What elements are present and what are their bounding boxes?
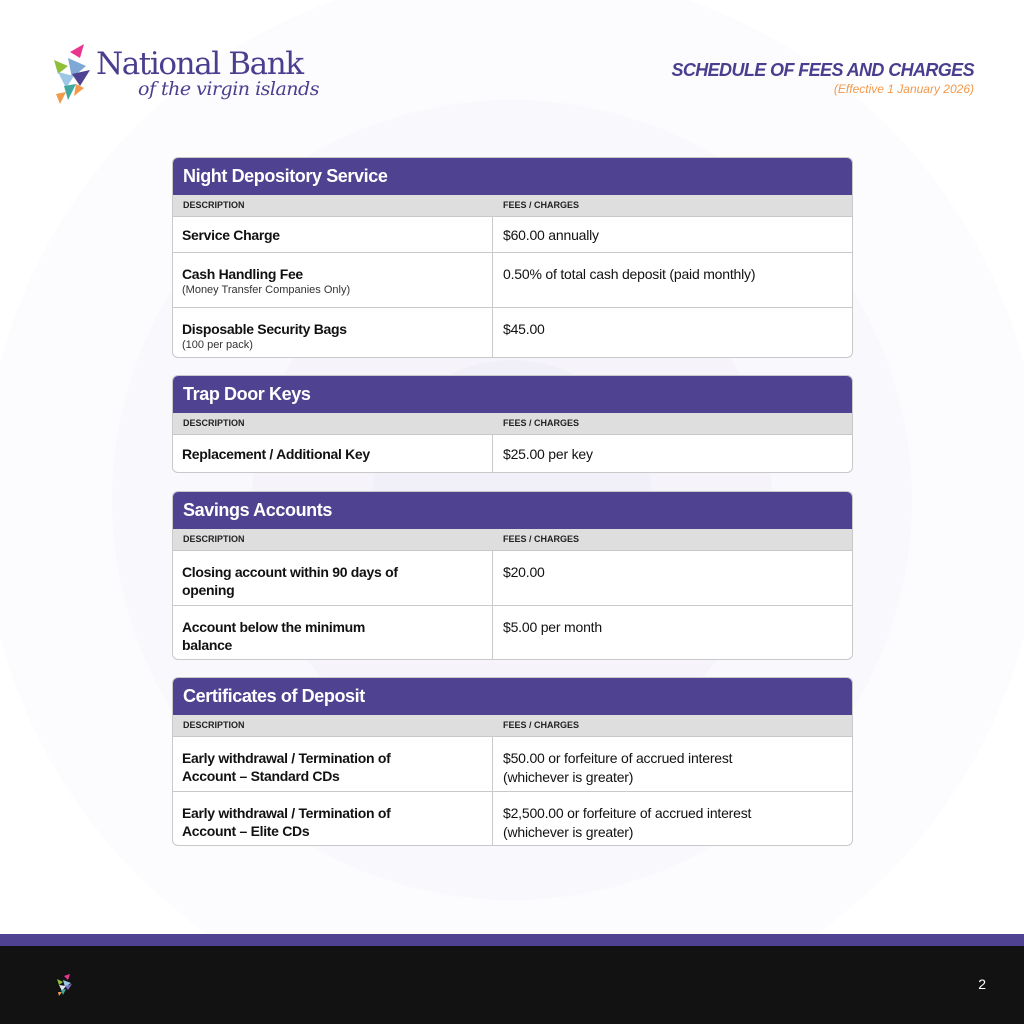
row-description	[173, 435, 493, 472]
row-description	[173, 308, 493, 357]
section-title: Savings Accounts	[173, 492, 852, 529]
description-header: DESCRIPTION	[183, 200, 245, 210]
table-row	[173, 217, 852, 252]
description-header: DESCRIPTION	[183, 720, 245, 730]
row-fee: $45.00	[503, 321, 545, 337]
row-label: Early withdrawal / Termination of Account – Elite CDs	[182, 805, 391, 839]
table-row	[173, 737, 852, 791]
table-row	[173, 307, 852, 357]
column-headers	[173, 413, 852, 435]
row-fee: $20.00	[503, 564, 545, 580]
table-row	[173, 605, 852, 659]
section-title: Trap Door Keys	[173, 376, 852, 413]
page-footer	[0, 946, 1024, 1024]
section-trap-door-keys	[172, 375, 853, 473]
section-certificates-of-deposit	[172, 677, 853, 846]
fees-header: FEES / CHARGES	[503, 418, 580, 428]
fees-header: FEES / CHARGES	[503, 200, 580, 210]
footer-accent-bar	[0, 934, 1024, 946]
column-headers	[173, 195, 852, 217]
row-description	[173, 551, 493, 605]
section-title: Night Depository Service	[173, 158, 852, 195]
row-fee: $50.00 or forfeiture of accrued interest (whichever is greater)	[503, 750, 733, 785]
bird-logo-icon	[50, 44, 96, 108]
title-block	[671, 60, 974, 96]
page-number: 2	[978, 976, 986, 992]
row-fee: $60.00 annually	[503, 227, 599, 243]
fees-header: FEES / CHARGES	[503, 534, 580, 544]
table-row	[173, 435, 852, 472]
row-fee: $5.00 per month	[503, 619, 602, 635]
section-savings-accounts	[172, 491, 853, 660]
row-note: (Money Transfer Companies Only)	[182, 284, 351, 296]
row-note: (100 per pack)	[182, 339, 253, 351]
row-label: Closing account within 90 days of opening	[182, 564, 398, 598]
row-label: Account below the minimum balance	[182, 619, 366, 653]
table-row	[173, 551, 852, 605]
page-header	[0, 0, 1024, 130]
logo-tagline: of the virgin islands	[138, 78, 319, 100]
row-fee: 0.50% of total cash deposit (paid monthly)	[503, 266, 756, 282]
column-headers	[173, 715, 852, 737]
row-label: Service Charge	[182, 227, 280, 243]
row-description	[173, 217, 493, 252]
effective-date: (Effective 1 January 2026)	[833, 82, 974, 96]
description-header: DESCRIPTION	[183, 418, 245, 428]
bird-logo-icon	[56, 974, 74, 996]
row-label: Early withdrawal / Termination of Account – Standard CDs	[182, 750, 391, 784]
row-label: Disposable Security Bags	[182, 321, 347, 337]
fees-header: FEES / CHARGES	[503, 720, 580, 730]
row-description	[173, 737, 493, 791]
section-night-depository	[172, 157, 853, 358]
row-label: Replacement / Additional Key	[182, 446, 370, 462]
table-row	[173, 252, 852, 307]
row-description	[173, 606, 493, 659]
bank-logo	[50, 44, 319, 108]
row-fee: $2,500.00 or forfeiture of accrued interest (whichever is greater)	[503, 805, 752, 840]
row-description	[173, 792, 493, 845]
row-description	[173, 253, 493, 307]
logo-wordmark: National Bank	[96, 46, 303, 82]
document-title: SCHEDULE OF FEES AND CHARGES	[671, 60, 974, 80]
row-fee: $25.00 per key	[503, 446, 593, 462]
section-title: Certificates of Deposit	[173, 678, 852, 715]
table-row	[173, 791, 852, 845]
description-header: DESCRIPTION	[183, 534, 245, 544]
column-headers	[173, 529, 852, 551]
row-label: Cash Handling Fee	[182, 266, 303, 282]
